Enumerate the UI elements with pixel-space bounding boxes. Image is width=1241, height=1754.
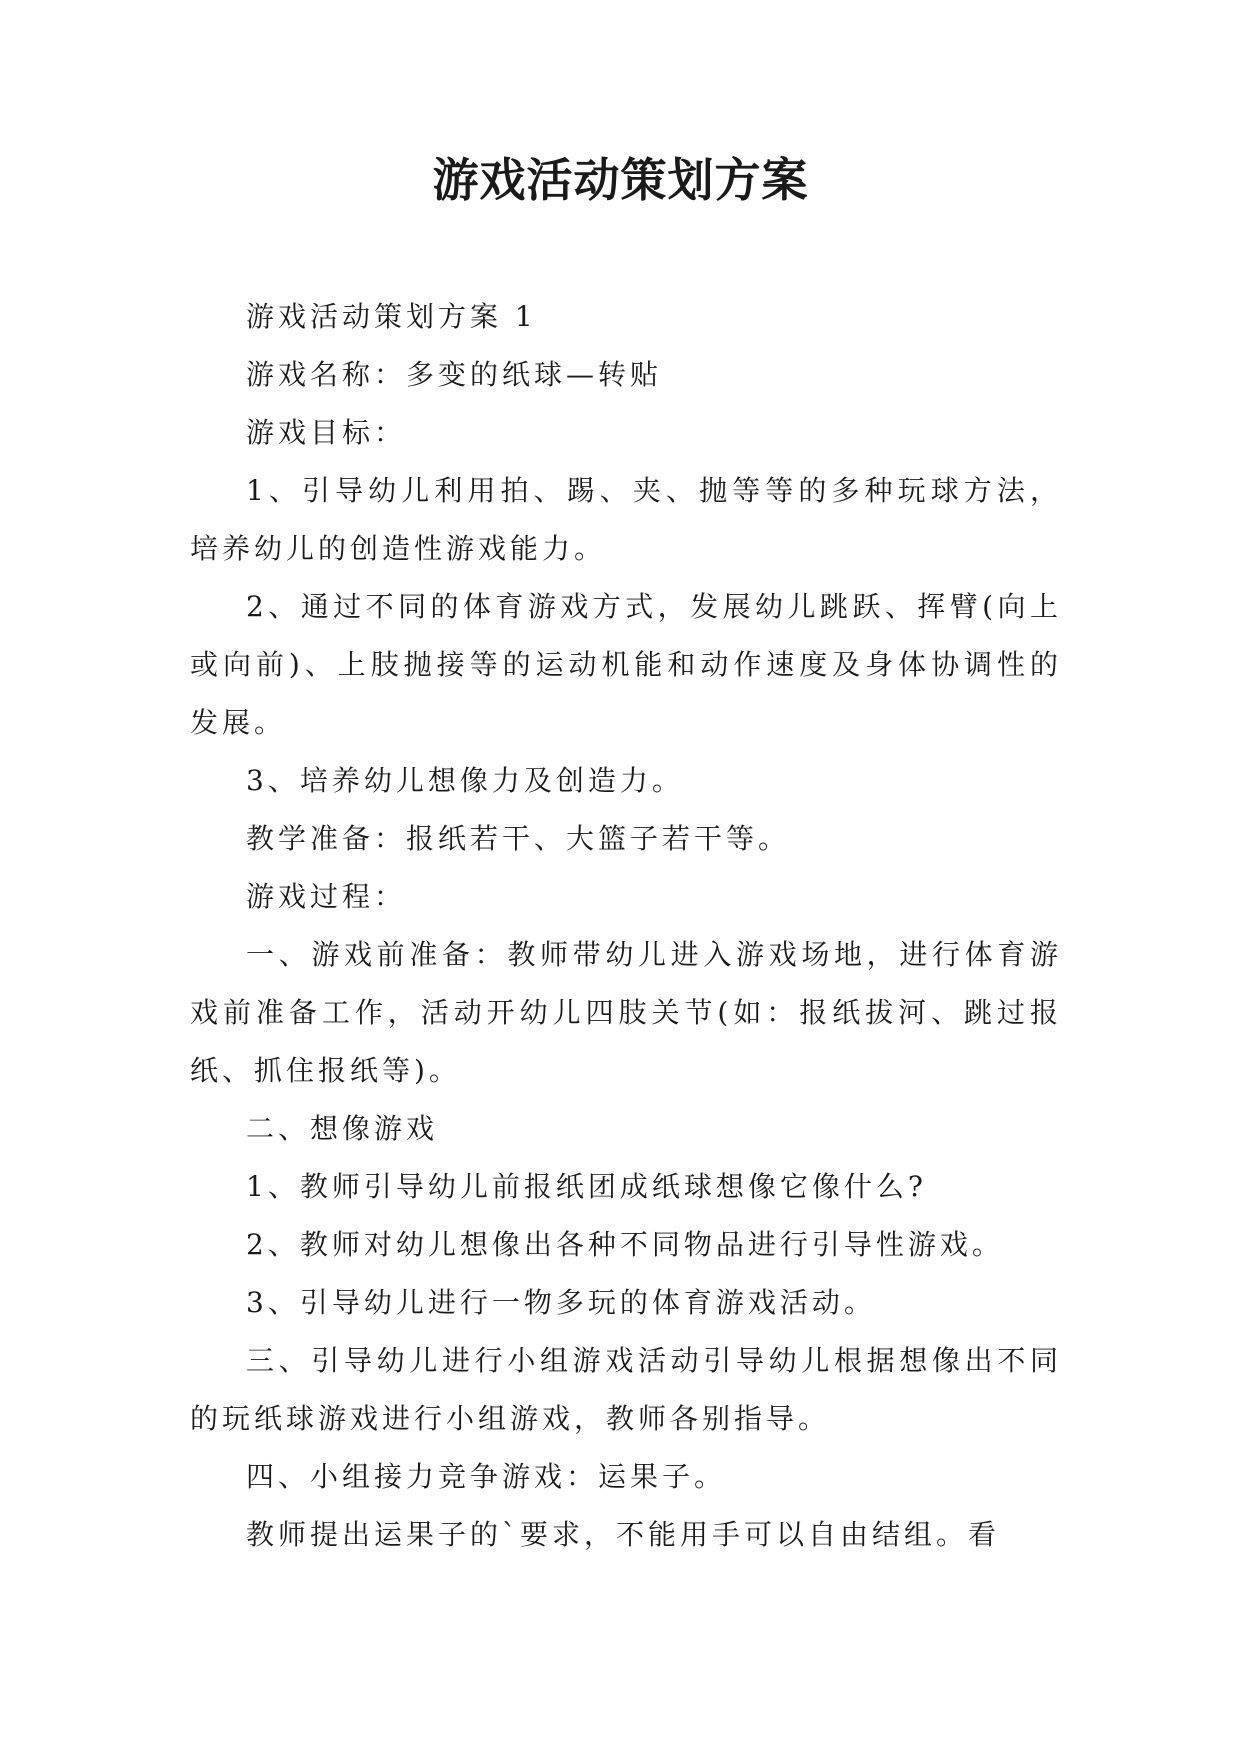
paragraph-goal-2: 2、通过不同的体育游戏方式，发展幼儿跳跃、挥臂(向上或向前)、上肢抛接等的运动机能和动作速度及身体协调性的发展。 (190, 590, 1062, 739)
paragraph-step-2-item-1: 1、教师引导幼儿前报纸团成纸球想像它像什么? (246, 1170, 927, 1203)
paragraph-process-heading: 游戏过程： (246, 880, 407, 913)
paragraph-step-2-item-2: 2、教师对幼儿想像出各种不同物品进行引导性游戏。 (246, 1228, 1004, 1261)
paragraph-step-1: 一、游戏前准备：教师带幼儿进入游戏场地，进行体育游戏前准备工作，活动开幼儿四肢关节(如：报纸拔河、跳过报纸、抓住报纸等)。 (190, 938, 1062, 1087)
paragraph-preparation: 教学准备：报纸若干、大篮子若干等。 (246, 822, 791, 855)
paragraph-step-2-item-3: 3、引导幼儿进行一物多玩的体育游戏活动。 (246, 1286, 876, 1319)
paragraph-step-4-detail: 教师提出运果子的`要求，不能用手可以自由结组。看 (246, 1518, 1001, 1551)
document-body (190, 288, 1062, 1564)
paragraph-step-2-heading: 二、想像游戏 (246, 1112, 439, 1145)
paragraph-goal-3: 3、培养幼儿想像力及创造力。 (246, 764, 684, 797)
document-title: 游戏活动策划方案 (432, 153, 809, 207)
paragraph-game-name: 游戏名称：多变的纸球—转贴 (246, 358, 663, 391)
paragraph-step-3: 三、引导幼儿进行小组游戏活动引导幼儿根据想像出不同的玩纸球游戏进行小组游戏，教师各别指导。 (190, 1344, 1062, 1435)
paragraph-goals-heading: 游戏目标： (246, 416, 407, 449)
paragraph-step-4: 四、小组接力竞争游戏：运果子。 (246, 1460, 727, 1493)
paragraph-heading-1: 游戏活动策划方案 1 (246, 300, 537, 333)
paragraph-goal-1: 1、引导幼儿利用拍、踢、夹、抛等等的多种玩球方法，培养幼儿的创造性游戏能力。 (190, 474, 1062, 565)
